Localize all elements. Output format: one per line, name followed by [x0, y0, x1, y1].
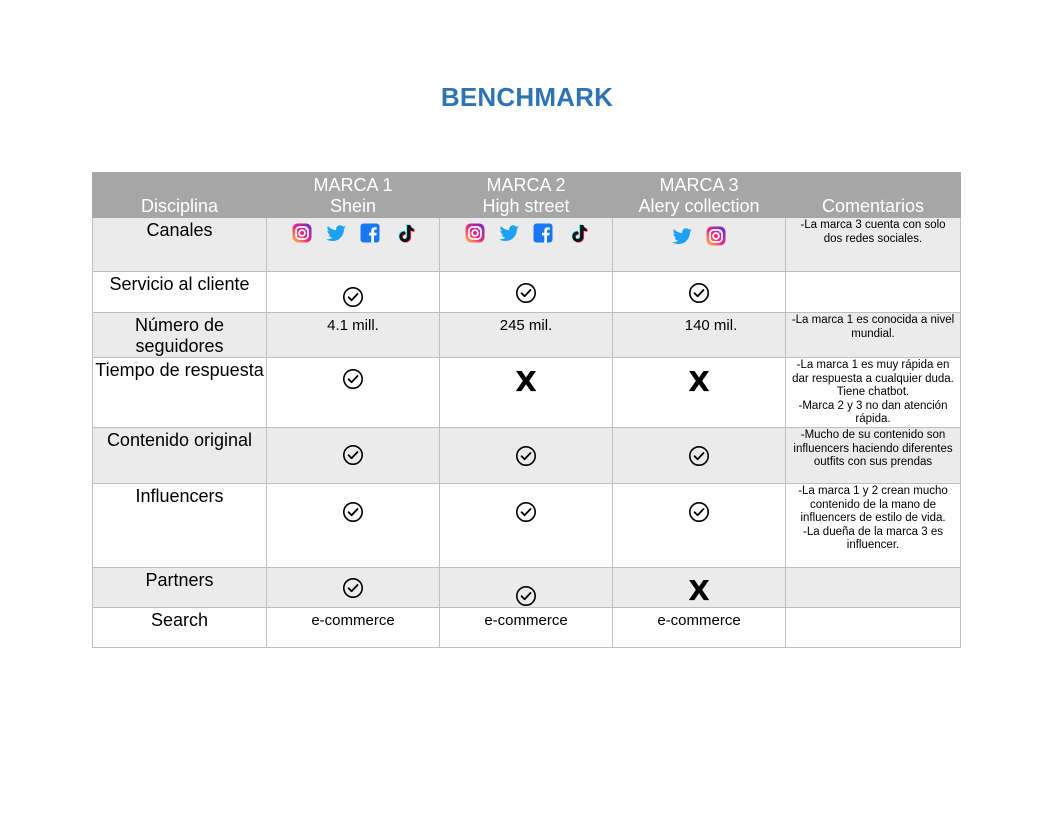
table-row — [93, 427, 961, 483]
table-row — [93, 607, 961, 647]
tiktok-icon — [566, 222, 588, 244]
row-label: Influencers — [93, 483, 267, 567]
facebook-icon — [359, 222, 381, 244]
comment-cell: -La marca 1 y 2 crean mucho contenido de la mano de influencers de estilo de vida. -La dueña de la marca 3 es influencer. — [786, 483, 961, 567]
row-label: Partners — [93, 567, 267, 607]
comment-cell: -La marca 3 cuenta con solo dos redes sociales. — [786, 218, 961, 272]
comment-cell: -Mucho de su contenido son influencers haciendo diferentes outfits con sus prendas — [786, 427, 961, 483]
value-cell — [613, 483, 786, 567]
check-icon — [515, 585, 537, 607]
x-icon: X — [688, 365, 710, 398]
row-label: Contenido original — [93, 427, 267, 483]
value-cell — [267, 567, 440, 607]
header-marca2: MARCA 2 High street — [440, 173, 613, 218]
check-icon — [342, 286, 364, 308]
check-icon — [688, 501, 710, 523]
header-marca1: MARCA 1 Shein — [267, 173, 440, 218]
comment-cell — [786, 607, 961, 647]
twitter-icon — [325, 222, 347, 244]
value-cell: 245 mil. — [440, 313, 613, 358]
instagram-icon — [291, 222, 313, 244]
check-icon — [342, 444, 364, 466]
value-cell — [613, 358, 786, 428]
row-label: Tiempo de respuesta — [93, 358, 267, 428]
x-icon: X — [515, 365, 537, 398]
check-icon — [515, 445, 537, 467]
check-icon — [515, 501, 537, 523]
header-disciplina: Disciplina — [93, 173, 267, 218]
row-label: Canales — [93, 218, 267, 272]
value-cell — [267, 272, 440, 313]
value-cell — [440, 358, 613, 428]
header-row — [93, 173, 961, 218]
value-cell — [267, 358, 440, 428]
value-cell — [440, 567, 613, 607]
instagram-icon — [705, 225, 727, 247]
table-row — [93, 272, 961, 313]
facebook-icon — [532, 222, 554, 244]
channels-cell — [613, 218, 786, 272]
comment-cell: -La marca 1 es muy rápida en dar respuesta a cualquier duda. Tiene chatbot. -Marca 2 y 3 no dan atención rápida. — [786, 358, 961, 428]
value-cell — [267, 427, 440, 483]
table-row — [93, 567, 961, 607]
header-comentarios: Comentarios — [786, 173, 961, 218]
row-label: Número de seguidores — [93, 313, 267, 358]
row-label: Search — [93, 607, 267, 647]
check-icon — [342, 368, 364, 390]
channels-cell — [440, 218, 613, 272]
comment-cell — [786, 272, 961, 313]
value-cell: e-commerce — [613, 607, 786, 647]
value-cell — [613, 272, 786, 313]
value-cell: e-commerce — [440, 607, 613, 647]
value-cell — [613, 567, 786, 607]
page-title: BENCHMARK — [440, 82, 614, 112]
instagram-icon — [464, 222, 486, 244]
twitter-icon — [498, 222, 520, 244]
channels-cell — [267, 218, 440, 272]
value-cell — [267, 483, 440, 567]
check-icon — [688, 445, 710, 467]
x-icon: X — [688, 573, 710, 607]
check-icon — [342, 577, 364, 599]
check-icon — [515, 282, 537, 304]
row-label: Servicio al cliente — [93, 272, 267, 313]
value-cell — [440, 483, 613, 567]
comment-cell: -La marca 1 es conocida a nivel mundial. — [786, 313, 961, 358]
check-icon — [688, 282, 710, 304]
table-row — [93, 358, 961, 428]
value-cell — [440, 272, 613, 313]
value-cell: 140 mil. — [613, 313, 786, 358]
tiktok-icon — [393, 222, 415, 244]
table-row — [93, 483, 961, 567]
comment-cell — [786, 567, 961, 607]
value-cell — [440, 427, 613, 483]
value-cell — [613, 427, 786, 483]
twitter-icon — [671, 225, 693, 247]
value-cell: e-commerce — [267, 607, 440, 647]
header-marca3: MARCA 3 Alery collection — [613, 173, 786, 218]
check-icon — [342, 501, 364, 523]
table-row — [93, 218, 961, 272]
value-cell: 4.1 mill. — [267, 313, 440, 358]
benchmark-table — [92, 172, 961, 648]
table-row — [93, 313, 961, 358]
